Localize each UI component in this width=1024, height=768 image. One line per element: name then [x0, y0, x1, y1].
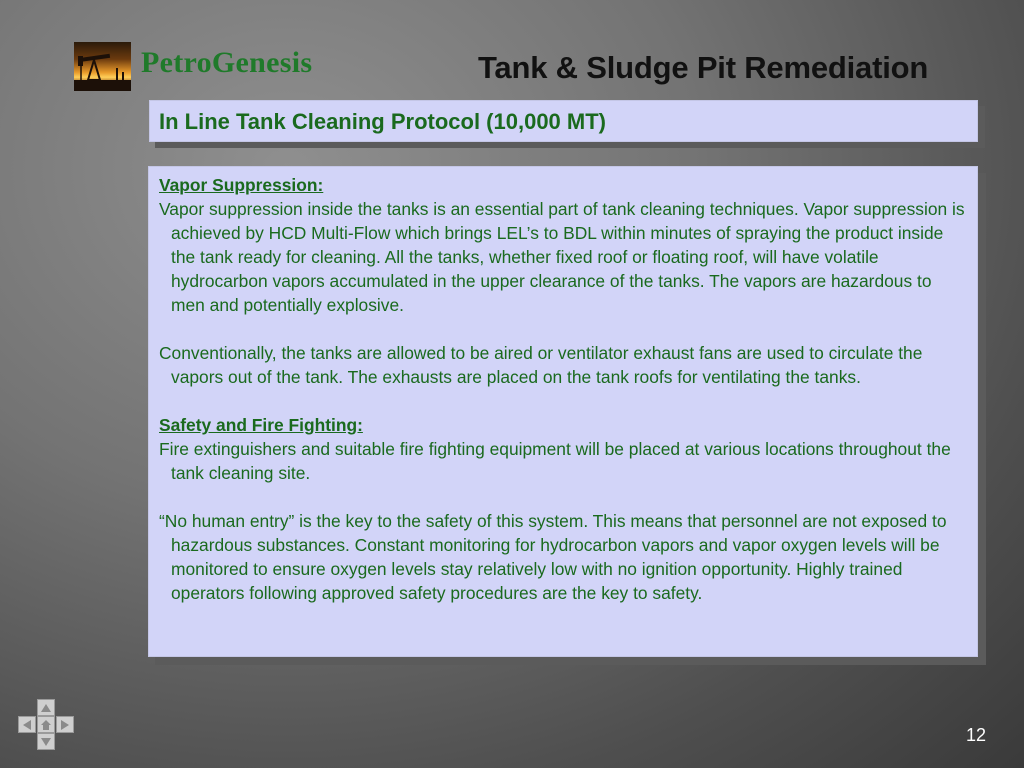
logo-oil-pump-image [74, 42, 131, 91]
safety-paragraph-2: “No human entry” is the key to the safety of this system. This means that personnel are not exposed to hazardous substances. Constant monitoring for hydrocarbon vapors and vapor oxygen levels will be monitored to ensure oxygen levels stay relatively low with no ignition opportunity. Highly trained operators following approved safety procedures are the key to safety. [159, 511, 947, 603]
safety-paragraph-1: Fire extinguishers and suitable fire fighting equipment will be placed at various locations throughout the tank cleaning site. [159, 439, 951, 483]
vapor-paragraph-2: Conventionally, the tanks are allowed to be aired or ventilator exhaust fans are used to circulate the vapors out of the tank. The exhausts are placed on the tank roofs for ventilating the tanks. [159, 343, 923, 387]
content-box [148, 166, 978, 657]
brand-name: PetroGenesis [141, 46, 313, 79]
oil-pump-icon [74, 42, 131, 91]
vapor-paragraph-1: Vapor suppression inside the tanks is an essential part of tank cleaning techniques. Vapor suppression is achieved by HCD Multi-Flow which brings LEL’s to BDL within minutes of spraying the product inside the tank ready for cleaning. All the tanks, whether fixed roof or floating roof, will have volatile hydrocarbon vapors accumulated in the upper clearance of the tanks. The vapors are hazardous to men and potentially explosive. [159, 199, 965, 315]
home-icon[interactable] [37, 716, 55, 733]
left-arrow-icon[interactable] [18, 716, 36, 733]
page-number: 12 [966, 725, 987, 745]
subtitle-box [149, 100, 978, 142]
slide-title: Tank & Sludge Pit Remediation [478, 50, 929, 85]
down-arrow-icon[interactable] [37, 733, 55, 750]
vapor-heading: Vapor Suppression: [159, 175, 324, 195]
safety-heading: Safety and Fire Fighting: [159, 415, 363, 435]
subtitle-text: In Line Tank Cleaning Protocol (10,000 MT) [159, 109, 606, 134]
up-arrow-icon[interactable] [37, 699, 55, 716]
right-arrow-icon[interactable] [56, 716, 74, 733]
navigation-buttons [18, 699, 74, 751]
